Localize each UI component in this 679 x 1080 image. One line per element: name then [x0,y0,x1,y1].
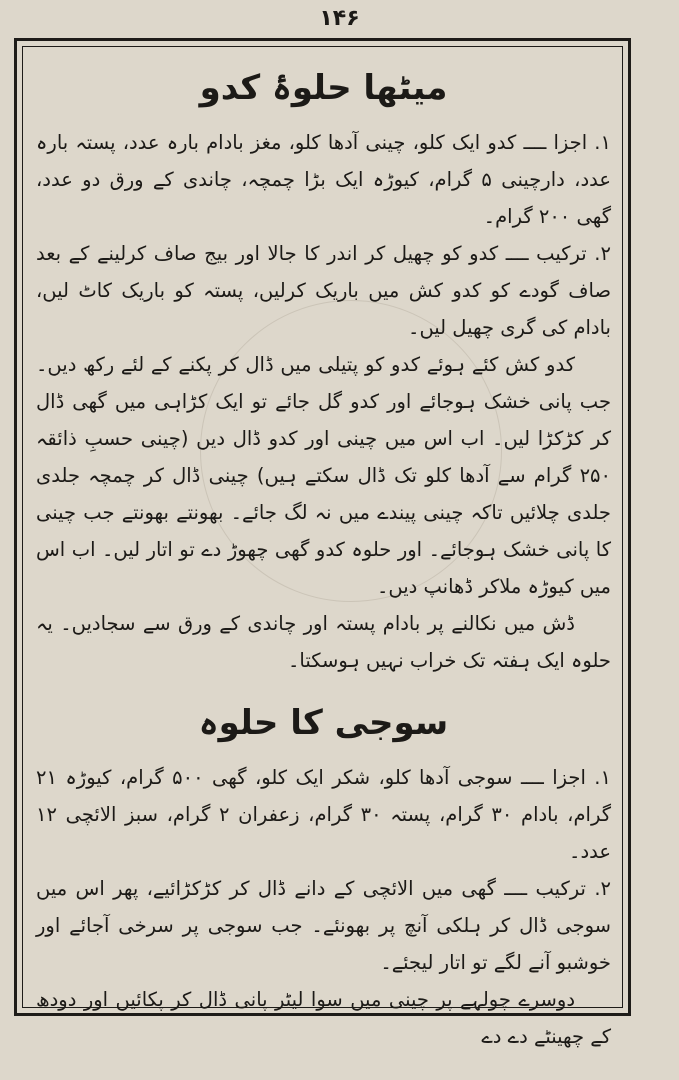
recipe-title-pumpkin-halwa: میٹھا حلوۂ کدو [199,68,448,108]
serving-paragraph: ڈش میں نکالنے پر بادام پستہ اور چاندی کے ورق سے سجادیں۔ یہ حلوہ ایک ہفتہ تک خراب نہیں ہوسکتا۔ [36,612,611,672]
method-paragraph: ۲. ترکیب ــــ کدو کو چھیل کر اندر کا جالا اور بیج صاف کرلینے کے بعد صاف گودے کو کدو کش میں باریک کرلیں، پستہ کو باریک کاٹ لیں، بادام کی گری چھیل لیں۔ [36,242,611,339]
ingredients-paragraph: ۱. اجزا ــــ سوجی آدھا کلو، شکر ایک کلو، گھی ۵۰۰ گرام، کیوڑہ ۲۱ گرام، بادام ۳۰ گرام، پستہ ۳۰ گرام، زعفران ۲ گرام، سبز الائچی ۱۲ عدد۔ [36,766,611,863]
continuation-paragraph: دوسرے چولہے پر چینی میں سوا لیٹر پانی ڈال کر پکائیں اور دودھ کے چھینٹے دے دے [36,988,611,1048]
method-paragraph: ۲. ترکیب ــــ گھی میں الائچی کے دانے ڈال کر کڑکڑائیے، پھر اس میں سوجی ڈال کر ہلکی آنچ پر بھونئے۔ جب سوجی پر سرخی آجائے اور خوشبو آنے لگے تو اتار لیجئے۔ [36,877,611,974]
cooking-paragraph: کدو کش کئے ہوئے کدو کو پتیلی میں ڈال کر پکنے کے لئے رکھ دیں۔ جب پانی خشک ہوجائے اور کدو گل جائے تو ایک کڑاہی میں گھی ڈال کر کڑکڑا لیں۔ اب اس میں چینی اور کدو ڈال دیں (چینی حسبِ ذائقہ ۲۵۰ گرام سے آدھا کلو تک ڈال سکتے ہیں) چینی ڈال کر چمچہ جلدی جلدی چلائیں تاکہ چینی پیندے میں نہ لگ جائے۔ بھونتے بھونتے جب چینی کا پانی خشک ہوجائے۔ اور حلوہ کدو گھی چھوڑ دے تو اتار لیں۔ اب اس میں کیوڑہ ملاکر ڈھانپ دیں۔ [36,353,611,598]
page-number: ۱۴۶ [319,6,360,31]
recipe-title-semolina-halwa: سوجی کا حلوہ [198,703,449,743]
ingredients-paragraph: ۱. اجزا ــــ کدو ایک کلو، چینی آدھا کلو، مغز بادام بارہ عدد، پستہ بارہ عدد، دارچینی ۵ گرام، کیوڑہ ایک بڑا چمچہ، چاندی کے ورق دو عدد، گھی ۲۰۰ گرام۔ [36,131,611,228]
page-content [36,56,611,1048]
